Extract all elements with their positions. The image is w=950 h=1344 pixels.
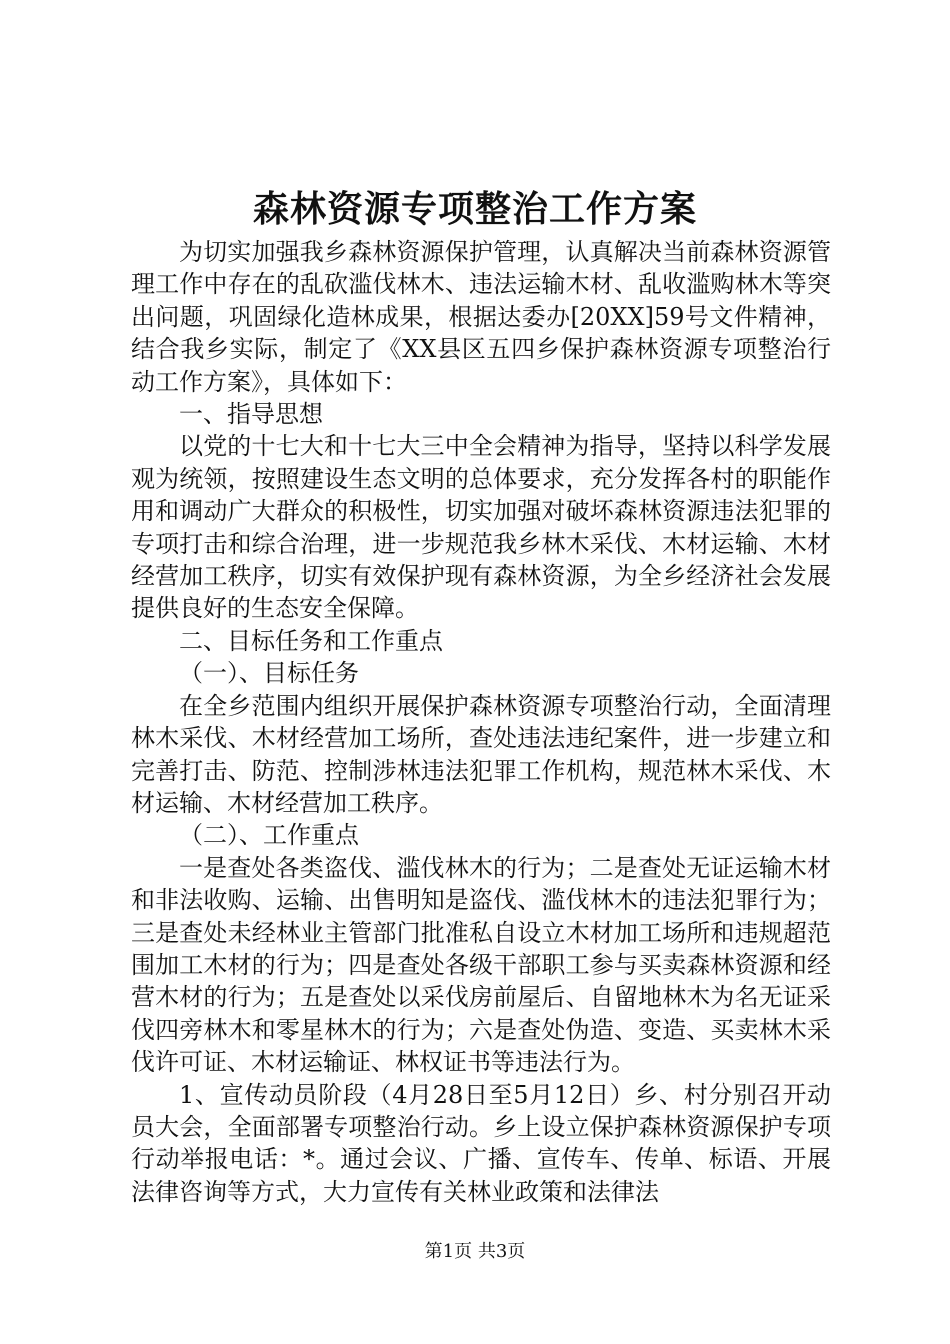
section-heading-guiding-ideology: 一、指导思想 <box>179 400 323 429</box>
goals-paragraph: 在全乡范围内组织开展保护森林资源专项整治行动，全面清理林木采伐、木材经营加工场所，查处违法违纪案件，进一步建立和完善打击、防范、控制涉林违法犯罪工作机构，规范林木采伐、木材运输、木材经营加工秩序。 <box>131 691 831 817</box>
document-title: 森林资源专项整治工作方案 <box>252 188 697 230</box>
page-footer: 第1页 共3页 <box>424 1241 526 1262</box>
focus-paragraph: 一是查处各类盗伐、滥伐林木的行为；二是查处无证运输木材和非法收购、运输、出售明知是盗伐、滥伐林木的违法犯罪行为；三是查处未经林业主管部门批准私自设立木材加工场所和违规超范围加工木材的行为；四是查处各级干部职工参与买卖森林资源和经营木材的行为；五是查处以采伐房前屋后、自留地林木为名无证采伐四旁林木和零星林木的行为；六是查处伪造、变造、买卖林木采伐许可证、木材运输证、林权证书等违法行为。 <box>131 853 831 1077</box>
subsection-heading-goals: （一）、目标任务 <box>179 659 359 688</box>
stage-one-paragraph: 1、宣传动员阶段（4月28日至5月12日）乡、村分别召开动员大会，全面部署专项整治行动。乡上设立保护森林资源保护专项行动举报电话：*。通过会议、广播、宣传车、传单、标语、开展法律咨询等方式，大力宣传有关林业政策和法律法 <box>131 1080 831 1206</box>
document-body <box>131 236 831 1208</box>
guiding-ideology-paragraph: 以党的十七大和十七大三中全会精神为指导，坚持以科学发展观为统领，按照建设生态文明的总体要求，充分发挥各村的职能作用和调动广大群众的积极性，切实加强对破坏森林资源违法犯罪的专项打击和综合治理，进一步规范我乡林木采伐、木材运输、木材经营加工秩序，切实有效保护现有森林资源，为全乡经济社会发展提供良好的生态安全保障。 <box>131 432 831 623</box>
section-heading-goals-and-focus: 二、目标任务和工作重点 <box>179 626 443 655</box>
intro-paragraph: 为切实加强我乡森林资源保护管理，认真解决当前森林资源管理工作中存在的乱砍滥伐林木、违法运输木材、乱收滥购林木等突出问题，巩固绿化造林成果，根据达委办[20XX]59号文件精神，结合我乡实际，制定了《XX县区五四乡保护森林资源专项整治行动工作方案》，具体如下： <box>131 238 831 396</box>
subsection-heading-focus: （二）、工作重点 <box>179 821 359 850</box>
